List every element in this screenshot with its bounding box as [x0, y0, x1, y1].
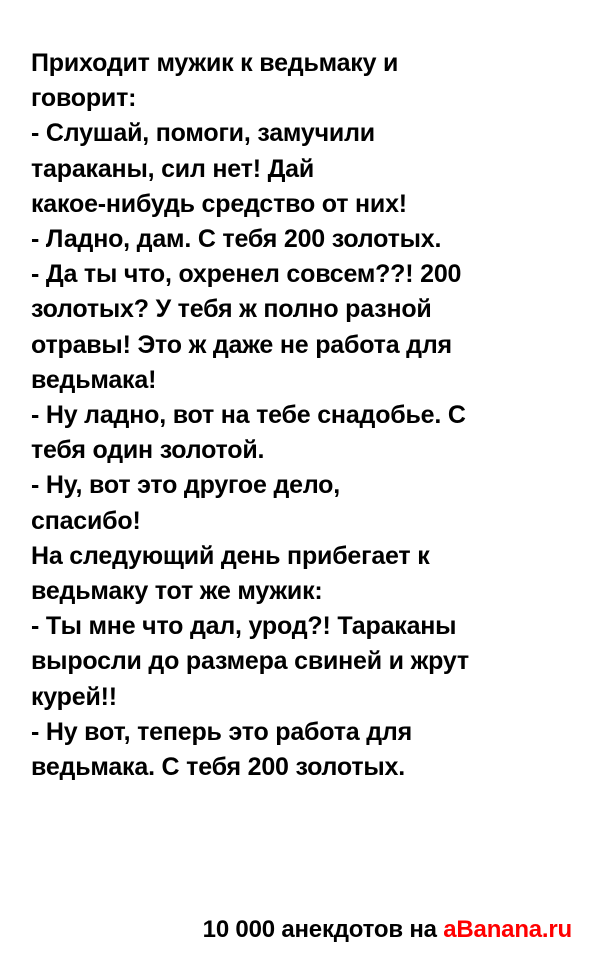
- joke-line: - Ну ладно, вот на тебе снадобье. С: [31, 401, 466, 430]
- joke-text: [31, 46, 576, 785]
- joke-line: отравы! Это ж даже не работа для: [31, 330, 452, 359]
- joke-line: говорит:: [31, 84, 137, 113]
- joke-line: спасибо!: [31, 506, 141, 535]
- joke-line: На следующий день прибегает к: [31, 541, 430, 570]
- joke-line: - Ну вот, теперь это работа для: [31, 717, 412, 746]
- joke-line: тебя один золотой.: [31, 436, 265, 465]
- joke-line: ведьмаку тот же мужик:: [31, 577, 323, 606]
- joke-line: Приходит мужик к ведьмаку и: [31, 49, 399, 77]
- joke-line: тараканы, сил нет! Дай: [31, 154, 315, 183]
- joke-line: - Ты мне что дал, урод?! Тараканы: [31, 612, 457, 641]
- joke-line: ведьмака!: [31, 365, 157, 394]
- joke-line: - Слушай, помоги, замучили: [31, 119, 375, 148]
- joke-line: - Да ты что, охренел совсем??! 200: [31, 260, 462, 289]
- joke-line: курей!!: [31, 682, 117, 711]
- site-brand-link[interactable]: aBanana.ru: [443, 916, 572, 943]
- joke-line: - Ну, вот это другое дело,: [31, 471, 340, 500]
- joke-line: - Ладно, дам. С тебя 200 золотых.: [31, 225, 442, 254]
- site-footer: [203, 915, 572, 945]
- footer-text: 10 000 анекдотов на: [202, 916, 444, 943]
- joke-line: выросли до размера свиней и жрут: [31, 647, 469, 676]
- joke-line: золотых? У тебя ж полно разной: [31, 295, 432, 324]
- joke-line: какое-нибудь средство от них!: [31, 189, 407, 218]
- joke-line: ведьмака. С тебя 200 золотых.: [31, 753, 405, 782]
